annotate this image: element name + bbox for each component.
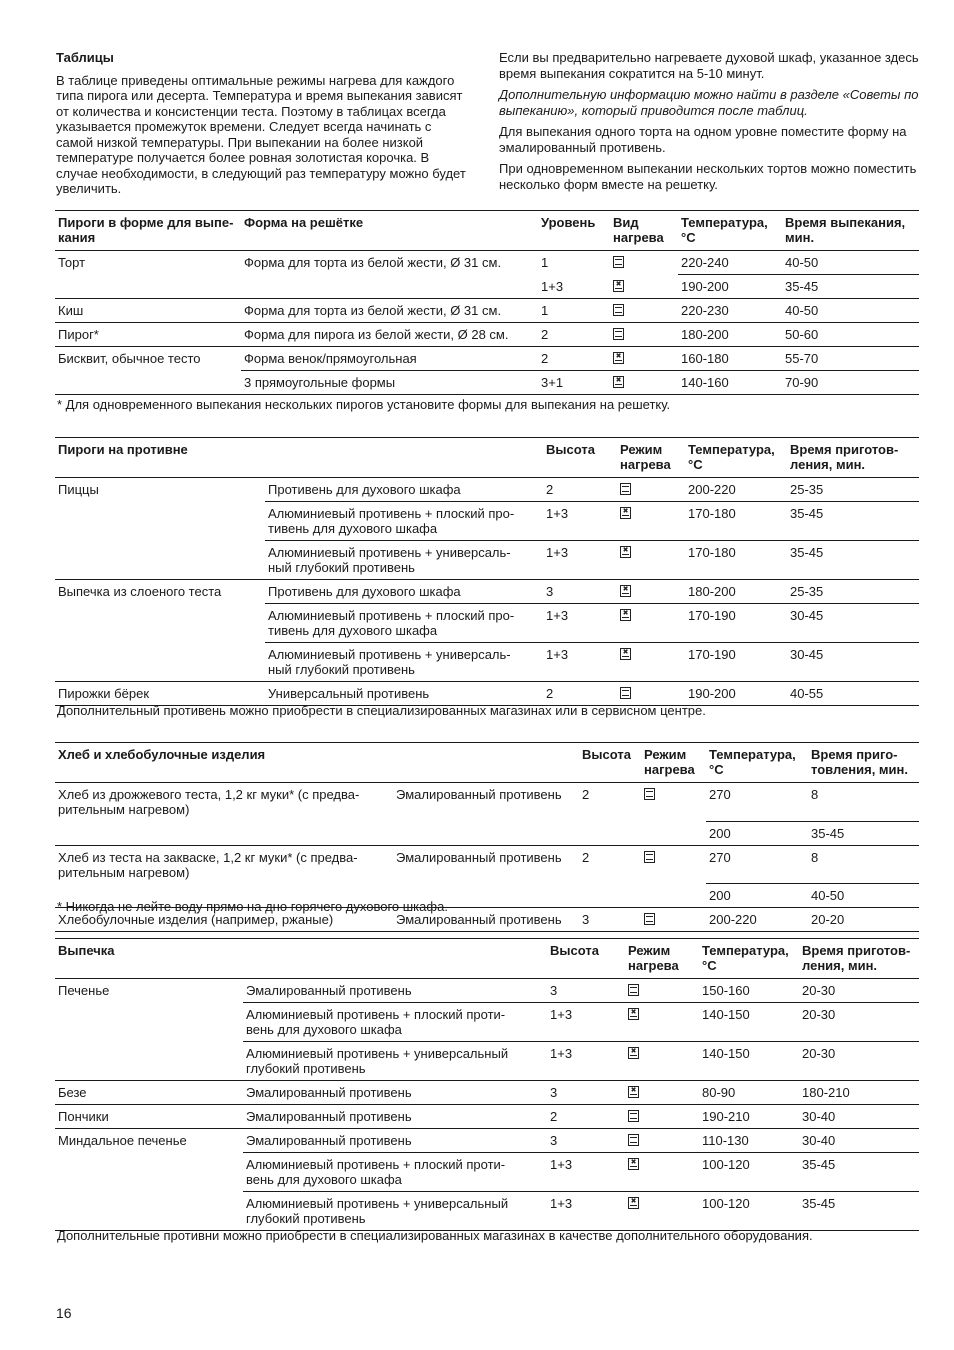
time-cell: 35-45	[802, 1196, 836, 1211]
form-cell: Алюминиевый противень + универсальный глубокий противень	[246, 1046, 509, 1076]
column-header: Температура, °C	[706, 743, 808, 783]
column-header: Время приготов- ления, мин.	[787, 438, 919, 478]
temperature-cell: 270	[706, 783, 808, 822]
table-row	[55, 275, 919, 299]
mode-cell	[617, 604, 685, 643]
level-cell: 2	[541, 327, 549, 342]
top-bottom-heat-icon	[628, 984, 639, 996]
level-cell: 3	[547, 979, 625, 1003]
temperature-cell: 110-130	[699, 1129, 799, 1153]
cakes-in-tins-table	[55, 210, 919, 395]
form-cell: Эмалированный противень	[396, 912, 562, 927]
level-cell: 1	[541, 303, 549, 318]
mode-cell	[617, 502, 685, 541]
hot-air-icon	[628, 1158, 639, 1170]
form-cell: 3 прямоугольные формы	[244, 375, 396, 390]
table-header-row	[55, 743, 919, 783]
level-cell: 1+3	[543, 502, 617, 541]
top-bottom-heat-icon	[644, 851, 655, 863]
table-row	[55, 1192, 919, 1231]
level-cell: 3	[550, 1085, 558, 1100]
table-row	[55, 845, 919, 884]
level-cell	[579, 821, 641, 845]
temperature-cell: 170-190	[685, 604, 787, 643]
item-name-cell: Пирог*	[58, 327, 99, 342]
level-cell: 3+1	[541, 375, 564, 390]
item-name-cell: Миндальное печенье	[58, 1133, 187, 1148]
table-row	[55, 1129, 919, 1153]
item-name-cell: Хлеб из теста на закваске, 1,2 кг муки* (с предва- рительным нагревом)	[58, 849, 358, 880]
time-cell: 30-40	[802, 1109, 836, 1124]
column-header: Режим нагрева	[625, 939, 699, 979]
table4-footnote: Дополнительные противни можно приобрести в специализированных магазинах в качестве дополнительного оборудования.	[57, 1228, 813, 1243]
temperature-cell: 170-180	[688, 545, 736, 560]
table-row	[55, 323, 919, 347]
table-row	[55, 1153, 919, 1192]
item-name-cell	[55, 541, 265, 580]
column-header: Форма на решётке	[241, 211, 538, 251]
item-name-cell	[55, 371, 241, 395]
time-cell: 40-55	[790, 686, 824, 701]
mode-cell	[641, 884, 706, 908]
mode-cell	[625, 1192, 699, 1231]
mode-cell	[610, 299, 678, 323]
form-cell: Алюминиевый противень + универсаль- ный глубокий противень	[268, 647, 511, 677]
column-header: Температура, °C	[678, 211, 782, 251]
form-cell: Эмалированный противень	[243, 1129, 547, 1153]
item-name-cell	[55, 1042, 243, 1081]
table-row	[55, 251, 919, 275]
time-cell: 20-30	[799, 1003, 919, 1042]
table-row	[55, 371, 919, 395]
form-cell: Противень для духового шкафа	[265, 478, 543, 502]
item-name-cell: Выпечка из слоеного теста	[58, 584, 222, 599]
table-header-row	[55, 438, 919, 478]
form-cell: Форма венок/прямоугольная	[241, 347, 538, 371]
level-cell: 1+3	[547, 1153, 625, 1192]
table-row	[55, 1105, 919, 1129]
time-cell: 20-20	[811, 912, 845, 927]
top-bottom-heat-icon	[644, 788, 655, 800]
item-name-cell: Хлеб из дрожжевого теста, 1,2 кг муки* (с предва- рительным нагревом)	[58, 787, 360, 817]
mode-cell	[641, 821, 706, 845]
table-header-row	[55, 939, 919, 979]
item-name-cell	[55, 1153, 243, 1192]
top-bottom-heat-icon	[613, 328, 624, 340]
hot-air-icon	[613, 376, 624, 388]
form-cell: Форма для пирога из белой жести, Ø 28 см.	[244, 327, 509, 342]
column-header: Время выпекания, мин.	[782, 211, 919, 251]
temperature-cell: 140-150	[699, 1003, 799, 1042]
item-name-cell: Пончики	[58, 1109, 109, 1124]
top-bottom-heat-icon	[613, 304, 624, 316]
form-cell: Эмалированный противень	[396, 849, 562, 865]
table-row	[55, 1081, 919, 1105]
time-cell: 70-90	[785, 375, 819, 390]
level-cell: 3	[547, 1129, 625, 1153]
level-cell: 1+3	[543, 604, 617, 643]
table-header-row	[55, 211, 919, 251]
temperature-cell: 190-200	[688, 686, 736, 701]
column-header: Высота	[547, 939, 625, 979]
time-cell: 35-45	[785, 279, 819, 294]
temperature-cell: 200	[709, 825, 731, 841]
temperature-cell: 200-220	[685, 478, 787, 502]
level-cell: 1+3	[547, 1003, 625, 1042]
tips-paragraph: Дополнительную информацию можно найти в разделе «Советы по выпеканию», который приводится после таблиц.	[499, 87, 919, 118]
level-cell: 2	[550, 1109, 558, 1124]
table-row	[55, 1003, 919, 1042]
temperature-cell: 160-180	[678, 347, 782, 371]
table-row	[55, 478, 919, 502]
page-number: 16	[56, 1305, 72, 1321]
form-cell: Универсальный противень	[268, 686, 430, 701]
hot-air-icon	[620, 609, 631, 621]
temperature-cell: 270	[706, 845, 808, 884]
level-cell: 3	[582, 912, 590, 927]
top-bottom-heat-icon	[644, 913, 655, 925]
item-name-cell	[55, 1003, 243, 1042]
level-cell: 2	[582, 849, 590, 865]
column-header: Уровень	[538, 211, 610, 251]
mode-cell	[625, 1153, 699, 1192]
time-cell: 8	[808, 845, 919, 884]
temperature-cell: 170-190	[688, 647, 736, 662]
item-name-cell: Печенье	[58, 983, 110, 998]
temperature-cell: 100-120	[699, 1153, 799, 1192]
column-header: Высота	[543, 438, 617, 478]
form-cell: Эмалированный противень	[246, 1109, 412, 1124]
table1-footnote: * Для одновременного выпекания нескольких пирогов установите формы для выпекания на решетку.	[57, 397, 671, 412]
level-cell: 1+3	[546, 545, 569, 560]
time-cell: 35-45	[811, 825, 845, 841]
tray-cakes-table	[55, 437, 919, 706]
hot-air-icon	[620, 507, 631, 519]
hot-air-icon	[628, 1197, 639, 1209]
column-header: Высота	[579, 743, 641, 783]
form-cell: Противень для духового шкафа	[265, 580, 543, 604]
level-cell: 3	[543, 580, 617, 604]
level-cell: 2	[543, 478, 617, 502]
time-cell: 55-70	[782, 347, 919, 371]
form-cell: Алюминиевый противень + универсальный глубокий противень	[246, 1196, 509, 1226]
time-cell: 25-35	[787, 478, 919, 502]
table-row	[55, 682, 919, 706]
item-name-cell: Киш	[58, 303, 84, 318]
item-name-cell	[55, 275, 241, 299]
mode-cell	[617, 478, 685, 502]
table-row	[55, 1042, 919, 1081]
mode-cell	[610, 347, 678, 371]
mode-cell	[641, 783, 706, 822]
mode-cell	[641, 908, 706, 932]
temperature-cell: 140-150	[702, 1046, 750, 1061]
time-cell: 40-50	[782, 251, 919, 275]
form-cell: Форма для торта из белой жести, Ø 31 см.	[244, 303, 502, 318]
time-cell: 40-50	[785, 303, 819, 318]
hot-air-icon	[628, 1008, 639, 1020]
mode-cell	[610, 323, 678, 347]
hot-air-icon	[620, 585, 631, 597]
item-name-cell: Торт	[58, 255, 86, 270]
mode-cell	[641, 845, 706, 884]
top-bottom-heat-icon	[613, 256, 624, 268]
column-header: Вид нагрева	[610, 211, 678, 251]
preheat-paragraph: Если вы предварительно нагреваете духовой шкаф, указанное здесь время выпекания сократится на 5-10 минут.	[499, 50, 919, 81]
item-name-cell: Хлебобулочные изделия (например, ржаные)	[58, 912, 334, 927]
mode-cell	[610, 275, 678, 299]
top-bottom-heat-icon	[620, 687, 631, 699]
section-heading: Таблицы	[56, 50, 114, 65]
temperature-cell: 190-210	[702, 1109, 750, 1124]
form-cell: Алюминиевый противень + плоский про- тивень для духового шкафа	[265, 604, 543, 643]
time-cell: 30-45	[790, 647, 824, 662]
intro-left-column	[56, 50, 471, 203]
column-header: Температура, °C	[699, 939, 799, 979]
hot-air-icon	[628, 1047, 639, 1059]
level-cell: 2	[538, 347, 610, 371]
temperature-cell: 200	[709, 888, 731, 903]
table-row	[55, 821, 919, 845]
hot-air-icon	[620, 648, 631, 660]
time-cell: 40-50	[811, 888, 845, 903]
form-cell: Форма для торта из белой жести, Ø 31 см.	[244, 255, 502, 270]
temperature-cell: 190-200	[681, 279, 729, 294]
biscuits-table	[55, 938, 919, 1231]
column-header	[243, 939, 547, 979]
item-name-cell	[55, 502, 265, 541]
form-cell	[241, 275, 538, 299]
time-cell: 180-210	[802, 1085, 850, 1100]
temperature-cell: 180-200	[681, 327, 729, 342]
temperature-cell: 140-160	[681, 375, 729, 390]
column-header	[393, 743, 579, 783]
time-cell: 35-45	[799, 1153, 919, 1192]
item-name-cell	[55, 643, 265, 682]
level-cell: 1+3	[541, 278, 564, 294]
item-name-cell	[55, 821, 393, 845]
form-cell: Алюминиевый противень + плоский проти- вень для духового шкафа	[243, 1003, 547, 1042]
time-cell: 25-35	[787, 580, 919, 604]
hot-air-icon	[628, 1086, 639, 1098]
table-row	[55, 580, 919, 604]
table-row	[55, 643, 919, 682]
form-cell: Эмалированный противень	[246, 1085, 412, 1100]
mode-cell	[617, 541, 685, 580]
item-name-cell	[55, 1192, 243, 1231]
table-row	[55, 347, 919, 371]
hot-air-icon	[613, 280, 624, 292]
temperature-cell: 80-90	[702, 1085, 736, 1100]
time-cell: 35-45	[787, 502, 919, 541]
column-header: Температура, °C	[685, 438, 787, 478]
level-cell	[579, 884, 641, 908]
column-header: Пироги на противне	[55, 438, 265, 478]
item-name-cell	[55, 604, 265, 643]
hot-air-icon	[613, 352, 624, 364]
top-bottom-heat-icon	[620, 483, 631, 495]
column-header: Хлеб и хлебобулочные изделия	[55, 743, 393, 783]
mode-cell	[625, 1105, 699, 1129]
time-cell: 50-60	[785, 327, 819, 342]
mode-cell	[625, 1003, 699, 1042]
item-name-cell: Пиццы	[58, 482, 99, 497]
table-row	[55, 979, 919, 1003]
hot-air-icon	[620, 546, 631, 558]
form-cell: Алюминиевый противень + плоский проти- вень для духового шкафа	[243, 1153, 547, 1192]
time-cell: 35-45	[790, 545, 824, 560]
table-row	[55, 299, 919, 323]
form-cell: Алюминиевый противень + универсаль- ный глубокий противень	[268, 545, 511, 575]
mode-cell	[625, 1129, 699, 1153]
multi-cake-paragraph: При одновременном выпекании нескольких тортов можно поместить несколько форм вместе на решетку.	[499, 161, 917, 192]
single-cake-paragraph: Для выпекания одного торта на одном уровне поместите форму на эмалированный противень.	[499, 124, 907, 155]
level-cell: 2	[546, 686, 554, 701]
level-cell: 1+3	[550, 1196, 573, 1211]
form-cell	[393, 821, 579, 845]
intro-paragraph: В таблице приведены оптимальные режимы нагрева для каждого типа пирога или десерта. Температура и время выпекания зависят от количества и консистенции теста. Поэтому в таблицах всегда указывается промежуток времени. Следует всегда начинать с самой низкой температуры. При выпекании на более низкой температуре получается более ровная золотистая корочка. В случае необходимости, в следующий раз температуру можно будет увеличить.	[56, 72, 466, 196]
level-cell: 2	[582, 787, 590, 802]
column-header: Пироги в форме для выпе- кания	[55, 211, 241, 251]
mode-cell	[610, 251, 678, 275]
mode-cell	[617, 580, 685, 604]
item-name-cell: Пирожки бёрек	[58, 686, 149, 701]
level-cell: 1	[541, 255, 549, 270]
time-cell: 8	[808, 783, 919, 822]
mode-cell	[625, 1042, 699, 1081]
level-cell: 1+3	[550, 1046, 573, 1061]
table-row	[55, 502, 919, 541]
top-bottom-heat-icon	[628, 1134, 639, 1146]
mode-cell	[625, 1081, 699, 1105]
mode-cell	[617, 643, 685, 682]
time-cell: 30-40	[799, 1129, 919, 1153]
column-header	[265, 438, 543, 478]
table-row	[55, 541, 919, 580]
form-cell: Эмалированный противень	[396, 787, 562, 802]
column-header: Выпечка	[55, 939, 243, 979]
temperature-cell: 180-200	[685, 580, 787, 604]
top-bottom-heat-icon	[628, 1110, 639, 1122]
column-header: Время приго- товления, мин.	[808, 743, 919, 783]
time-cell: 20-30	[799, 979, 919, 1003]
temperature-cell: 220-230	[681, 303, 729, 318]
column-header: Режим нагрева	[641, 743, 706, 783]
temperature-cell: 100-120	[702, 1196, 750, 1211]
item-name-cell: Безе	[58, 1085, 87, 1100]
temperature-cell: 150-160	[699, 979, 799, 1003]
column-header: Режим нагрева	[617, 438, 685, 478]
table3-footnote: * Никогда не лейте воду прямо на дно горячего духового шкафа.	[57, 899, 448, 914]
table2-footnote: Дополнительный противень можно приобрести в специализированных магазинах или в сервисном центре.	[57, 703, 706, 718]
mode-cell	[617, 682, 685, 706]
table-row	[55, 783, 919, 822]
temperature-cell: 220-240	[678, 251, 782, 275]
intro-right-column	[499, 50, 920, 198]
time-cell: 30-45	[787, 604, 919, 643]
temperature-cell: 200-220	[709, 912, 757, 927]
form-cell: Эмалированный противень	[243, 979, 547, 1003]
column-header: Время приготов- ления, мин.	[799, 939, 919, 979]
mode-cell	[610, 371, 678, 395]
level-cell: 1+3	[546, 647, 569, 662]
mode-cell	[625, 979, 699, 1003]
temperature-cell: 170-180	[685, 502, 787, 541]
time-cell: 20-30	[802, 1046, 836, 1061]
item-name-cell: Бисквит, обычное тесто	[58, 351, 201, 366]
table-row	[55, 604, 919, 643]
form-cell: Алюминиевый противень + плоский про- тивень для духового шкафа	[265, 502, 543, 541]
